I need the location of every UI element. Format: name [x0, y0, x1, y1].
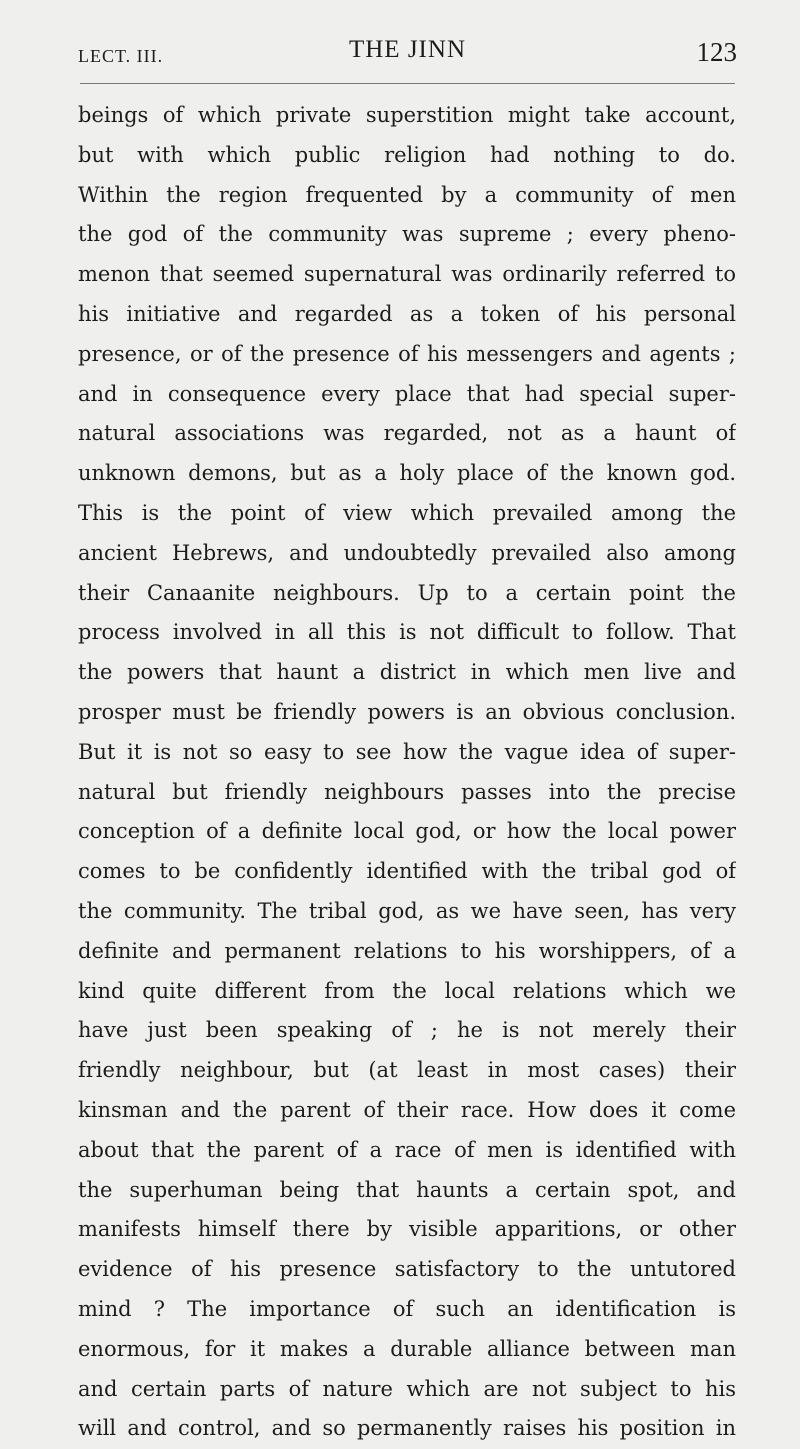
text-line: This is the point of view which prevailed among the	[78, 500, 736, 525]
lecture-label: LECT. III.	[78, 46, 164, 66]
text-line: evidence of his presence satisfactory to the untutored	[78, 1257, 736, 1282]
text-line: have just been speaking of ; he is not merely their	[78, 1018, 736, 1043]
chapter-title: THE JINN	[348, 36, 466, 63]
text-line: Within the region frequented by a community of men	[78, 182, 736, 207]
body-text	[78, 96, 736, 1449]
text-line: the superhuman being that haunts a certain spot, and	[78, 1177, 736, 1202]
text-line: process involved in all this is not difficult to follow. That	[78, 620, 736, 645]
text-line: the powers that haunt a district in which men live and	[78, 660, 736, 685]
text-line: enormous, for it makes a durable alliance between man	[78, 1336, 736, 1361]
text-line: prosper must be friendly powers is an obvious conclusion.	[78, 699, 736, 724]
text-line: his initiative and regarded as a token of his personal	[78, 301, 736, 326]
text-line: friendly neighbour, but (at least in most cases) their	[78, 1058, 736, 1083]
text-line: about that the parent of a race of men is identified with	[78, 1137, 736, 1162]
header-rule	[80, 83, 735, 84]
text-line: natural associations was regarded, not as a haunt of	[78, 421, 736, 446]
text-line: mind ? The importance of such an identification is	[78, 1296, 736, 1321]
text-line: comes to be confidently identified with the tribal god of	[78, 859, 736, 884]
text-line: natural but friendly neighbours passes into the precise	[78, 779, 736, 804]
text-line: kind quite different from the local relations which we	[78, 978, 736, 1003]
text-line: definite and permanent relations to his worshippers, of a	[78, 938, 736, 963]
text-line: beings of which private superstition might take account,	[78, 103, 736, 127]
text-line: kinsman and the parent of their race. How does it come	[78, 1097, 736, 1122]
text-line: presence, or of the presence of his messengers and agents ;	[78, 341, 736, 366]
text-line: the community. The tribal god, as we have seen, has very	[78, 898, 736, 923]
running-head	[78, 36, 737, 76]
text-line: and in consequence every place that had special super-	[78, 381, 736, 406]
text-line: conception of a definite local god, or how the local power	[78, 819, 736, 844]
text-line: menon that seemed supernatural was ordinarily referred to	[78, 262, 736, 287]
text-line: but with which public religion had nothing to do.	[78, 142, 736, 167]
text-line: the god of the community was supreme ; every pheno-	[78, 222, 736, 247]
text-line: ancient Hebrews, and undoubtedly prevailed also among	[78, 540, 736, 565]
text-line: and certain parts of nature which are not subject to his	[78, 1376, 736, 1401]
text-line: will and control, and so permanently raises his position in	[78, 1416, 736, 1441]
page-number: 123	[696, 37, 737, 67]
text-line: manifests himself there by visible apparitions, or other	[78, 1217, 736, 1242]
text-line: But it is not so easy to see how the vague idea of super-	[78, 739, 736, 764]
text-line: their Canaanite neighbours. Up to a certain point the	[78, 580, 736, 605]
text-line: unknown demons, but as a holy place of the known god.	[78, 461, 736, 486]
